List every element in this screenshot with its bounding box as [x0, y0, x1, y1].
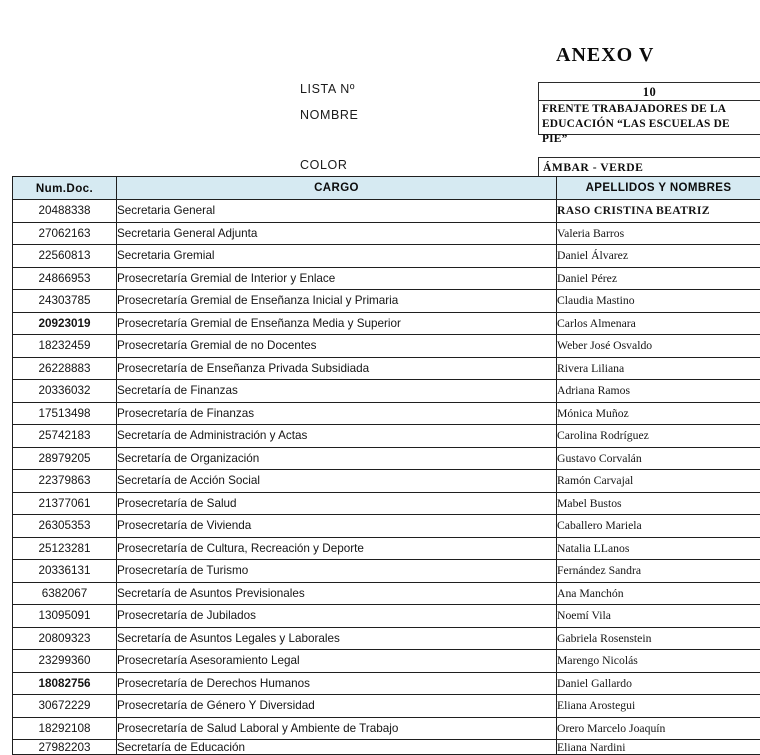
value-lista-numero: 10 [538, 82, 760, 101]
table-row [13, 672, 760, 695]
value-nombre-lista: FRENTE TRABAJADORES DE LA EDUCACIÓN “LAS ESCUELAS DE PIE” [538, 101, 760, 135]
cell-cargo: Prosecretaría de Salud Laboral y Ambiente de Trabajo [117, 717, 557, 740]
cell-cargo: Prosecretaría de Turismo [117, 560, 557, 583]
table-row [13, 740, 760, 755]
cell-num-doc: 20336032 [13, 380, 117, 403]
table-row [13, 627, 760, 650]
cell-cargo: Secretaria General Adjunta [117, 222, 557, 245]
list-meta-labels [300, 82, 540, 172]
table-row [13, 425, 760, 448]
table-row [13, 515, 760, 538]
cell-cargo: Prosecretaría de Vivienda [117, 515, 557, 538]
cell-cargo: Secretaría de Educación [117, 740, 557, 755]
cell-apellidos-nombres: Orero Marcelo Joaquín [557, 717, 760, 740]
cell-num-doc: 22379863 [13, 470, 117, 493]
cell-apellidos-nombres: Gustavo Corvalán [557, 447, 760, 470]
cell-num-doc: 25123281 [13, 537, 117, 560]
cell-apellidos-nombres: Daniel Álvarez [557, 245, 760, 268]
cell-num-doc: 24303785 [13, 290, 117, 313]
value-color: ÁMBAR - VERDE [538, 157, 760, 178]
cell-num-doc: 13095091 [13, 605, 117, 628]
cell-apellidos-nombres: Gabriela Rosenstein [557, 627, 760, 650]
cell-apellidos-nombres: Rivera Liliana [557, 357, 760, 380]
cell-apellidos-nombres: Eliana Nardini [557, 740, 760, 755]
cell-cargo: Prosecretaría de Género Y Diversidad [117, 695, 557, 718]
table-row [13, 200, 760, 223]
cell-num-doc: 26305353 [13, 515, 117, 538]
label-lista-numero: LISTA Nº [300, 82, 540, 96]
cell-apellidos-nombres: RASO CRISTINA BEATRIZ [557, 200, 760, 223]
cell-cargo: Secretaria General [117, 200, 557, 223]
table-body [13, 200, 760, 755]
cell-apellidos-nombres: Ana Manchón [557, 582, 760, 605]
cell-cargo: Prosecretaría de Jubilados [117, 605, 557, 628]
cell-apellidos-nombres: Claudia Mastino [557, 290, 760, 313]
label-nombre: NOMBRE [300, 108, 540, 122]
cell-num-doc: 20809323 [13, 627, 117, 650]
table-row [13, 245, 760, 268]
label-color: COLOR [300, 158, 540, 172]
cell-num-doc: 27982203 [13, 740, 117, 755]
column-header-num-doc: Num.Doc. [13, 177, 117, 200]
cell-cargo: Prosecretaría Asesoramiento Legal [117, 650, 557, 673]
table-row [13, 335, 760, 358]
table-row [13, 380, 760, 403]
table-row [13, 717, 760, 740]
table-row [13, 402, 760, 425]
table-row [13, 650, 760, 673]
cell-apellidos-nombres: Daniel Gallardo [557, 672, 760, 695]
cell-apellidos-nombres: Ramón Carvajal [557, 470, 760, 493]
cell-num-doc: 17513498 [13, 402, 117, 425]
cell-num-doc: 27062163 [13, 222, 117, 245]
cell-cargo: Secretaría de Acción Social [117, 470, 557, 493]
cell-apellidos-nombres: Mónica Muñoz [557, 402, 760, 425]
candidates-table [12, 176, 760, 755]
cell-cargo: Prosecretaría Gremial de Enseñanza Media y Superior [117, 312, 557, 335]
cell-apellidos-nombres: Eliana Arostegui [557, 695, 760, 718]
cell-apellidos-nombres: Fernández Sandra [557, 560, 760, 583]
cell-num-doc: 25742183 [13, 425, 117, 448]
cell-cargo: Secretaría de Finanzas [117, 380, 557, 403]
page-title: ANEXO V [556, 44, 654, 67]
cell-cargo: Secretaria Gremial [117, 245, 557, 268]
table-row [13, 267, 760, 290]
cell-num-doc: 23299360 [13, 650, 117, 673]
cell-cargo: Prosecretaría de Cultura, Recreación y Deporte [117, 537, 557, 560]
table-row [13, 312, 760, 335]
cell-num-doc: 20923019 [13, 312, 117, 335]
cell-num-doc: 30672229 [13, 695, 117, 718]
cell-apellidos-nombres: Marengo Nicolás [557, 650, 760, 673]
table-row [13, 222, 760, 245]
column-header-cargo: CARGO [117, 177, 557, 200]
cell-cargo: Secretaría de Asuntos Legales y Laborales [117, 627, 557, 650]
cell-cargo: Secretaría de Asuntos Previsionales [117, 582, 557, 605]
cell-cargo: Prosecretaría de Enseñanza Privada Subsidiada [117, 357, 557, 380]
cell-num-doc: 18232459 [13, 335, 117, 358]
table-row [13, 357, 760, 380]
cell-num-doc: 18082756 [13, 672, 117, 695]
list-meta-values [538, 82, 760, 178]
table-row [13, 560, 760, 583]
cell-apellidos-nombres: Mabel Bustos [557, 492, 760, 515]
cell-apellidos-nombres: Noemí Vila [557, 605, 760, 628]
cell-cargo: Prosecretaría de Salud [117, 492, 557, 515]
cell-cargo: Secretaría de Administración y Actas [117, 425, 557, 448]
cell-apellidos-nombres: Natalia LLanos [557, 537, 760, 560]
cell-num-doc: 26228883 [13, 357, 117, 380]
cell-apellidos-nombres: Caballero Mariela [557, 515, 760, 538]
cell-cargo: Prosecretaría Gremial de Enseñanza Inicial y Primaria [117, 290, 557, 313]
table-header-row [13, 177, 760, 200]
cell-num-doc: 22560813 [13, 245, 117, 268]
cell-num-doc: 6382067 [13, 582, 117, 605]
table-row [13, 470, 760, 493]
table-row [13, 492, 760, 515]
cell-cargo: Prosecretaría de Finanzas [117, 402, 557, 425]
cell-num-doc: 28979205 [13, 447, 117, 470]
cell-num-doc: 20336131 [13, 560, 117, 583]
cell-apellidos-nombres: Daniel Pérez [557, 267, 760, 290]
cell-cargo: Prosecretaría Gremial de Interior y Enlace [117, 267, 557, 290]
table-row [13, 605, 760, 628]
column-header-apellidos-nombres: APELLIDOS Y NOMBRES [557, 177, 760, 200]
cell-apellidos-nombres: Carolina Rodríguez [557, 425, 760, 448]
cell-num-doc: 24866953 [13, 267, 117, 290]
table-row [13, 290, 760, 313]
table-row [13, 537, 760, 560]
cell-cargo: Prosecretaría Gremial de no Docentes [117, 335, 557, 358]
cell-cargo: Secretaría de Organización [117, 447, 557, 470]
cell-apellidos-nombres: Weber José Osvaldo [557, 335, 760, 358]
table-row [13, 695, 760, 718]
cell-num-doc: 21377061 [13, 492, 117, 515]
cell-apellidos-nombres: Carlos Almenara [557, 312, 760, 335]
cell-cargo: Prosecretaría de Derechos Humanos [117, 672, 557, 695]
cell-num-doc: 20488338 [13, 200, 117, 223]
table-row [13, 582, 760, 605]
cell-num-doc: 18292108 [13, 717, 117, 740]
table-row [13, 447, 760, 470]
cell-apellidos-nombres: Valeria Barros [557, 222, 760, 245]
cell-apellidos-nombres: Adriana Ramos [557, 380, 760, 403]
